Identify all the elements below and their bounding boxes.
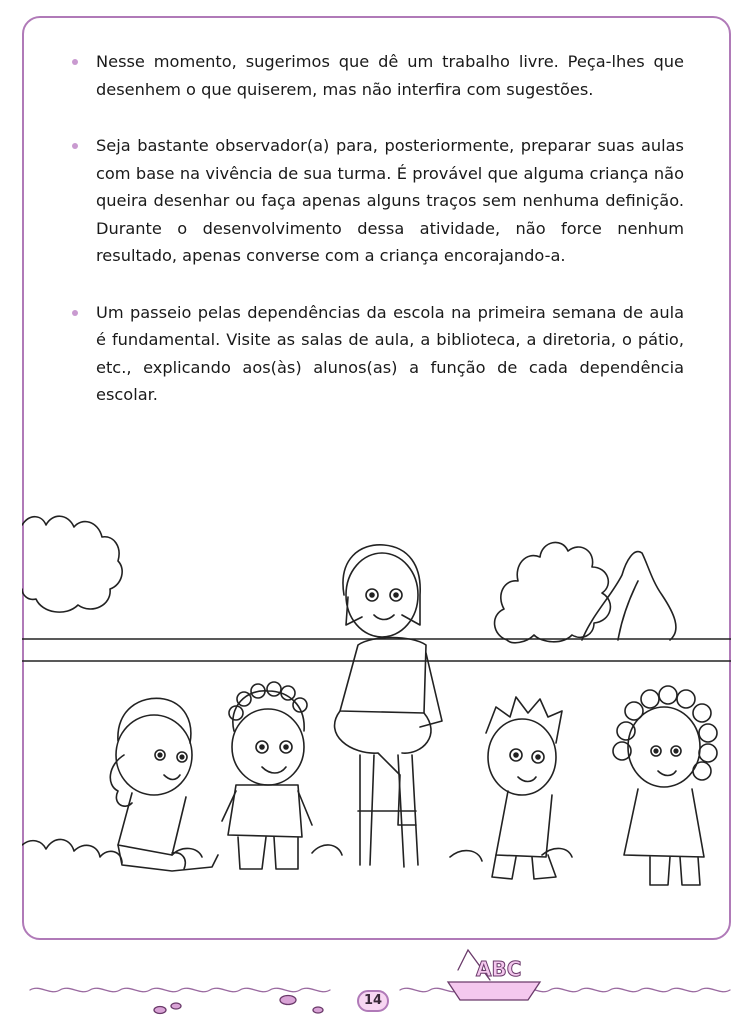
instruction-item	[72, 132, 684, 270]
bullet-dot-icon	[72, 143, 78, 149]
instruction-item	[72, 48, 684, 103]
left-bush-icon	[22, 516, 122, 612]
girl-left-icon	[110, 698, 218, 871]
girl-curly-icon	[613, 686, 717, 885]
instruction-list	[72, 48, 684, 438]
boy-sitting-icon	[486, 697, 562, 879]
boat-letters: ABC	[476, 957, 522, 981]
teacher-icon	[335, 545, 442, 867]
instruction-item	[72, 299, 684, 409]
tree-icon	[582, 552, 676, 640]
instruction-text: Seja bastante observador(a) para, posteriormente, preparar suas aulas com base na vivência de sua turma. É provável que alguma criança não queira desenhar ou faça apenas alguns traços sem nenhuma definição. Durante o desenvolvimento dessa atividade, não force nenhum resultado, apenas converse com a criança encorajando-a.	[96, 136, 684, 265]
tree-branch-icon	[618, 581, 638, 640]
grass-icon	[172, 845, 572, 861]
classroom-illustration	[22, 485, 731, 930]
grass-icon	[22, 839, 122, 863]
instruction-text: Nesse momento, sugerimos que dê um trabalho livre. Peça-lhes que desenhem o que quiserem, mas não interfira com sugestões.	[96, 52, 684, 99]
boy-curly-icon	[222, 682, 312, 869]
instruction-text: Um passeio pelas dependências da escola na primeira semana de aula é fundamental. Visite as salas de aula, a biblioteca, a diretoria, o pátio, etc., explicando aos(às) alunos(as) a função de cada dependência escolar.	[96, 302, 684, 404]
bullet-dot-icon	[72, 59, 78, 65]
footer-decoration	[0, 940, 749, 1031]
fish-icon	[154, 996, 323, 1014]
tree-icon	[495, 542, 611, 642]
page-number: 14	[357, 990, 389, 1012]
bullet-dot-icon	[72, 310, 78, 316]
